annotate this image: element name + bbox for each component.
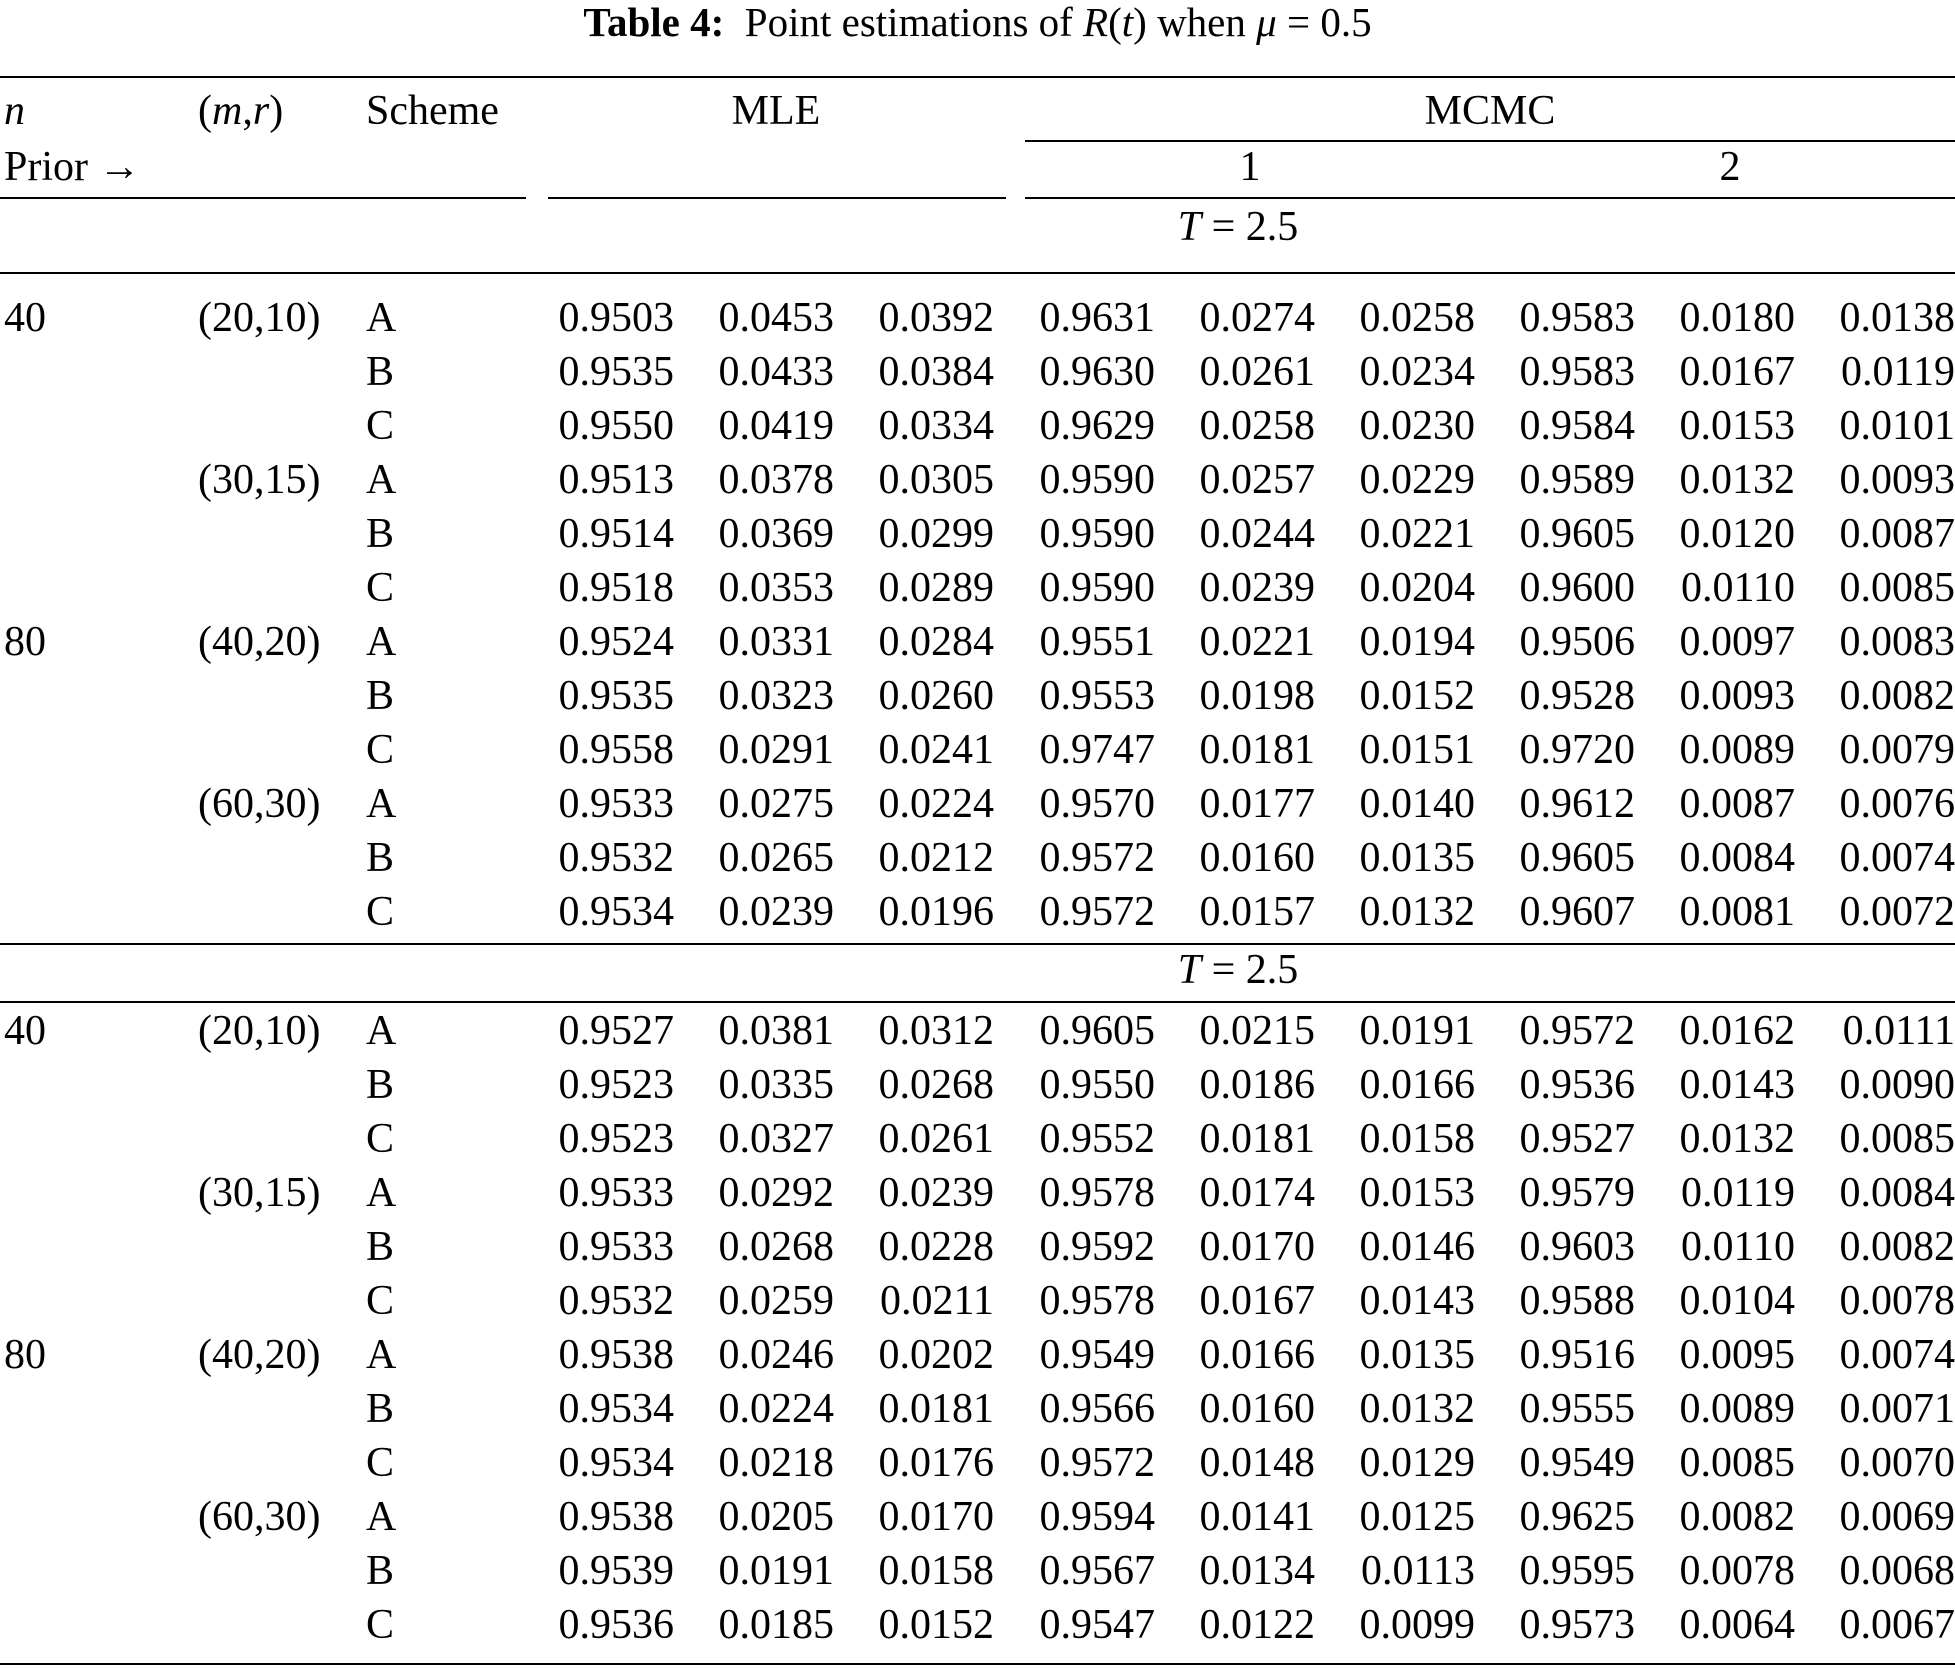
cell-value: 0.0268 [878, 1062, 994, 1108]
cell-value: 0.0099 [1359, 1602, 1475, 1648]
cell-value: 0.0211 [880, 1278, 994, 1324]
cell-value: 0.0265 [718, 835, 834, 881]
cell-value: 0.0215 [1199, 1008, 1315, 1054]
cell-value: 0.9538 [558, 1494, 674, 1540]
cell-value: 0.9747 [1039, 727, 1155, 773]
cell-value: 0.0167 [1199, 1278, 1315, 1324]
cell-scheme: B [366, 673, 395, 719]
cell-scheme: C [366, 1440, 395, 1486]
cell-value: 0.0284 [878, 619, 994, 665]
cell-value: 0.9528 [1519, 673, 1635, 719]
cell-scheme: C [366, 403, 395, 449]
cell-value: 0.0384 [878, 349, 994, 395]
cell-value: 0.0191 [1359, 1008, 1475, 1054]
cell-value: 0.9631 [1039, 295, 1155, 341]
caption-mu: μ [1256, 0, 1277, 45]
cell-n: 80 [4, 1332, 46, 1378]
caption-text-post: = 0.5 [1276, 0, 1372, 45]
bottom-rule [0, 1663, 1955, 1665]
cell-value: 0.0095 [1679, 1332, 1795, 1378]
cell-value: 0.0084 [1839, 1170, 1955, 1216]
cell-value: 0.9605 [1519, 835, 1635, 881]
cell-value: 0.0070 [1839, 1440, 1955, 1486]
header-scheme: Scheme [366, 88, 499, 134]
cell-value: 0.0076 [1839, 781, 1955, 827]
cell-mr: (40,20) [198, 619, 321, 665]
cell-value: 0.9589 [1519, 457, 1635, 503]
cell-value: 0.9590 [1039, 565, 1155, 611]
cell-value: 0.0174 [1199, 1170, 1315, 1216]
cell-value: 0.0194 [1359, 619, 1475, 665]
cell-value: 0.9630 [1039, 349, 1155, 395]
cell-value: 0.0198 [1199, 673, 1315, 719]
cell-value: 0.0260 [878, 673, 994, 719]
cell-value: 0.0160 [1199, 1386, 1315, 1432]
cell-value: 0.0146 [1359, 1224, 1475, 1270]
cell-value: 0.9523 [558, 1116, 674, 1162]
cell-scheme: B [366, 1062, 395, 1108]
cell-value: 0.0202 [878, 1332, 994, 1378]
cell-scheme: B [366, 349, 395, 395]
cell-value: 0.0079 [1839, 727, 1955, 773]
cell-value: 0.9572 [1039, 835, 1155, 881]
cell-value: 0.0331 [718, 619, 834, 665]
cell-value: 0.0185 [718, 1602, 834, 1648]
cell-value: 0.0093 [1679, 673, 1795, 719]
cell-value: 0.0289 [878, 565, 994, 611]
cell-value: 0.0089 [1679, 727, 1795, 773]
cell-value: 0.0071 [1839, 1386, 1955, 1432]
cell-value: 0.9534 [558, 1386, 674, 1432]
cell-value: 0.0072 [1839, 889, 1955, 935]
cell-value: 0.0177 [1199, 781, 1315, 827]
cell-scheme: A [366, 1332, 397, 1378]
caption-paren-close: ) [1133, 0, 1147, 45]
cell-value: 0.0140 [1359, 781, 1475, 827]
cell-value: 0.9720 [1519, 727, 1635, 773]
cell-value: 0.0196 [878, 889, 994, 935]
cell-n: 40 [4, 1008, 46, 1054]
cell-value: 0.9578 [1039, 1170, 1155, 1216]
cell-value: 0.9516 [1519, 1332, 1635, 1378]
cell-value: 0.9547 [1039, 1602, 1155, 1648]
header-mle: MLE [731, 88, 821, 134]
cell-value: 0.0453 [718, 295, 834, 341]
cell-value: 0.0087 [1679, 781, 1795, 827]
cell-value: 0.0132 [1359, 889, 1475, 935]
cell-value: 0.0181 [1199, 1116, 1315, 1162]
cell-value: 0.9532 [558, 1278, 674, 1324]
section-T-value: = 2.5 [1201, 204, 1299, 250]
section-label [1028, 200, 1448, 254]
cell-value: 0.0170 [878, 1494, 994, 1540]
cell-value: 0.0083 [1839, 619, 1955, 665]
cell-value: 0.0093 [1839, 457, 1955, 503]
cell-value: 0.0369 [718, 511, 834, 557]
cell-value: 0.9573 [1519, 1602, 1635, 1648]
cell-value: 0.9550 [1039, 1062, 1155, 1108]
cell-scheme: A [366, 619, 397, 665]
cell-value: 0.9518 [558, 565, 674, 611]
cell-value: 0.0157 [1199, 889, 1315, 935]
cell-mr: (60,30) [198, 781, 321, 827]
cell-value: 0.9555 [1519, 1386, 1635, 1432]
top-rule [0, 76, 1955, 78]
cell-mr: (30,15) [198, 457, 321, 503]
cell-value: 0.0205 [718, 1494, 834, 1540]
cell-value: 0.9572 [1039, 889, 1155, 935]
cell-mr: (60,30) [198, 1494, 321, 1540]
cell-value: 0.0258 [1199, 403, 1315, 449]
cell-value: 0.9579 [1519, 1170, 1635, 1216]
cell-scheme: A [366, 1008, 397, 1054]
cell-value: 0.9549 [1519, 1440, 1635, 1486]
cell-scheme: C [366, 565, 395, 611]
header-mr: (m,r) [198, 88, 284, 134]
cell-value: 0.0299 [878, 511, 994, 557]
cell-value: 0.0129 [1359, 1440, 1475, 1486]
cell-value: 0.0305 [878, 457, 994, 503]
cell-value: 0.0218 [718, 1440, 834, 1486]
cell-value: 0.0204 [1359, 565, 1475, 611]
cell-value: 0.0261 [1199, 349, 1315, 395]
cell-value: 0.9514 [558, 511, 674, 557]
section-rule [0, 1001, 1955, 1003]
cell-value: 0.0268 [718, 1224, 834, 1270]
cell-value: 0.9524 [558, 619, 674, 665]
cell-value: 0.0162 [1679, 1008, 1795, 1054]
cell-value: 0.0085 [1839, 1116, 1955, 1162]
header-rule-left [0, 197, 526, 199]
cell-value: 0.0257 [1199, 457, 1315, 503]
cell-value: 0.0120 [1679, 511, 1795, 557]
cell-value: 0.0239 [878, 1170, 994, 1216]
cell-scheme: A [366, 781, 397, 827]
cell-mr: (30,15) [198, 1170, 321, 1216]
cell-scheme: B [366, 511, 395, 557]
cell-n: 80 [4, 619, 46, 665]
cell-value: 0.0101 [1839, 403, 1955, 449]
cell-scheme: A [366, 1494, 397, 1540]
cell-scheme: C [366, 889, 395, 935]
cell-value: 0.0167 [1679, 349, 1795, 395]
cell-scheme: B [366, 1386, 395, 1432]
cell-value: 0.0327 [718, 1116, 834, 1162]
cell-value: 0.0291 [718, 727, 834, 773]
header-rule-mcmc [1025, 197, 1955, 199]
cell-value: 0.0074 [1839, 1332, 1955, 1378]
cell-value: 0.9625 [1519, 1494, 1635, 1540]
cell-value: 0.0228 [878, 1224, 994, 1270]
cell-value: 0.0170 [1199, 1224, 1315, 1270]
header-rule-mle [548, 197, 1006, 199]
cell-value: 0.0381 [718, 1008, 834, 1054]
caption-t: t [1121, 0, 1134, 45]
cell-value: 0.9533 [558, 1224, 674, 1270]
cell-value: 0.0078 [1839, 1278, 1955, 1324]
cell-value: 0.0259 [718, 1278, 834, 1324]
cell-value: 0.0246 [718, 1332, 834, 1378]
cell-value: 0.9549 [1039, 1332, 1155, 1378]
cell-value: 0.0082 [1839, 673, 1955, 719]
cell-value: 0.0292 [718, 1170, 834, 1216]
cell-value: 0.0141 [1199, 1494, 1315, 1540]
cell-value: 0.0392 [878, 295, 994, 341]
cell-value: 0.0181 [1199, 727, 1315, 773]
cell-value: 0.0275 [718, 781, 834, 827]
cell-value: 0.9612 [1519, 781, 1635, 827]
cell-value: 0.0068 [1839, 1548, 1955, 1594]
cell-value: 0.0258 [1359, 295, 1475, 341]
cell-value: 0.0082 [1679, 1494, 1795, 1540]
cell-value: 0.9523 [558, 1062, 674, 1108]
cell-value: 0.0110 [1681, 565, 1795, 611]
section-rule [0, 272, 1955, 274]
cell-value: 0.0181 [878, 1386, 994, 1432]
cell-value: 0.0074 [1839, 835, 1955, 881]
cell-value: 0.9558 [558, 727, 674, 773]
cell-value: 0.9600 [1519, 565, 1635, 611]
cell-scheme: A [366, 457, 397, 503]
cell-value: 0.9566 [1039, 1386, 1155, 1432]
cell-value: 0.9572 [1519, 1008, 1635, 1054]
cell-value: 0.0176 [878, 1440, 994, 1486]
cell-value: 0.0191 [718, 1548, 834, 1594]
cell-value: 0.9532 [558, 835, 674, 881]
cell-value: 0.0353 [718, 565, 834, 611]
cell-value: 0.0221 [1359, 511, 1475, 557]
cell-value: 0.0067 [1839, 1602, 1955, 1648]
cell-value: 0.0239 [718, 889, 834, 935]
cell-scheme: C [366, 1278, 395, 1324]
cell-value: 0.9567 [1039, 1548, 1155, 1594]
cell-value: 0.9590 [1039, 511, 1155, 557]
cell-scheme: A [366, 1170, 397, 1216]
header-n: n [4, 88, 25, 134]
cell-value: 0.9536 [558, 1602, 674, 1648]
cell-value: 0.9533 [558, 1170, 674, 1216]
cell-value: 0.0158 [878, 1548, 994, 1594]
cell-value: 0.9535 [558, 349, 674, 395]
cell-value: 0.9595 [1519, 1548, 1635, 1594]
cell-value: 0.0085 [1679, 1440, 1795, 1486]
section-T-value: = 2.5 [1201, 947, 1299, 993]
cell-value: 0.0212 [878, 835, 994, 881]
cell-scheme: C [366, 1116, 395, 1162]
cell-value: 0.0166 [1199, 1332, 1315, 1378]
cell-value: 0.0143 [1679, 1062, 1795, 1108]
cell-value: 0.9572 [1039, 1440, 1155, 1486]
cell-value: 0.0104 [1679, 1278, 1795, 1324]
cell-value: 0.0119 [1841, 349, 1955, 395]
section-label [1028, 943, 1448, 997]
cell-scheme: B [366, 835, 395, 881]
cell-mr: (20,10) [198, 1008, 321, 1054]
cell-value: 0.0069 [1839, 1494, 1955, 1540]
cell-value: 0.0085 [1839, 565, 1955, 611]
cell-value: 0.9603 [1519, 1224, 1635, 1270]
caption-paren-open: ( [1108, 0, 1122, 45]
cell-value: 0.9503 [558, 295, 674, 341]
cell-value: 0.0119 [1681, 1170, 1795, 1216]
cell-value: 0.9513 [558, 457, 674, 503]
cell-value: 0.0186 [1199, 1062, 1315, 1108]
cell-value: 0.0078 [1679, 1548, 1795, 1594]
cell-value: 0.0089 [1679, 1386, 1795, 1432]
cell-value: 0.0151 [1359, 727, 1475, 773]
cell-value: 0.0323 [718, 673, 834, 719]
cell-value: 0.0230 [1359, 403, 1475, 449]
cell-value: 0.0138 [1839, 295, 1955, 341]
cell-value: 0.9506 [1519, 619, 1635, 665]
cell-value: 0.0090 [1839, 1062, 1955, 1108]
section-T-symbol: T [1177, 947, 1202, 993]
cell-value: 0.0334 [878, 403, 994, 449]
cell-value: 0.9570 [1039, 781, 1155, 827]
cell-value: 0.0153 [1679, 403, 1795, 449]
cell-value: 0.0135 [1359, 835, 1475, 881]
section-rule-above [0, 943, 1955, 945]
cell-value: 0.0125 [1359, 1494, 1475, 1540]
cell-value: 0.0148 [1199, 1440, 1315, 1486]
cell-scheme: B [366, 1224, 395, 1270]
cell-value: 0.0132 [1679, 457, 1795, 503]
cell-value: 0.0113 [1361, 1548, 1475, 1594]
cell-value: 0.9592 [1039, 1224, 1155, 1270]
cell-value: 0.0241 [878, 727, 994, 773]
cell-value: 0.9539 [558, 1548, 674, 1594]
cell-value: 0.0158 [1359, 1116, 1475, 1162]
cell-value: 0.0244 [1199, 511, 1315, 557]
cell-value: 0.0180 [1679, 295, 1795, 341]
cell-value: 0.9553 [1039, 673, 1155, 719]
cell-value: 0.0135 [1359, 1332, 1475, 1378]
cell-value: 0.0132 [1359, 1386, 1475, 1432]
cell-value: 0.0081 [1679, 889, 1795, 935]
cell-value: 0.9605 [1039, 1008, 1155, 1054]
cell-value: 0.0134 [1199, 1548, 1315, 1594]
cell-value: 0.9583 [1519, 295, 1635, 341]
caption-text-mid: when [1146, 0, 1257, 45]
cell-value: 0.9605 [1519, 511, 1635, 557]
cell-value: 0.9629 [1039, 403, 1155, 449]
cell-value: 0.0111 [1842, 1008, 1955, 1054]
cell-scheme: C [366, 727, 395, 773]
cell-n: 40 [4, 295, 46, 341]
cell-value: 0.9527 [1519, 1116, 1635, 1162]
caption-text-pre: Point estimations of [744, 0, 1084, 45]
cell-value: 0.0312 [878, 1008, 994, 1054]
cell-mr: (40,20) [198, 1332, 321, 1378]
cell-value: 0.0224 [878, 781, 994, 827]
cell-value: 0.0274 [1199, 295, 1315, 341]
cell-value: 0.0419 [718, 403, 834, 449]
cell-value: 0.9550 [558, 403, 674, 449]
cell-value: 0.9535 [558, 673, 674, 719]
cell-value: 0.0234 [1359, 349, 1475, 395]
header-mcmc: MCMC [1424, 88, 1556, 134]
cell-value: 0.9551 [1039, 619, 1155, 665]
cell-value: 0.0335 [718, 1062, 834, 1108]
table-caption [0, 0, 1955, 46]
cell-value: 0.0160 [1199, 835, 1315, 881]
cell-value: 0.9536 [1519, 1062, 1635, 1108]
cell-value: 0.0097 [1679, 619, 1795, 665]
cell-value: 0.0166 [1359, 1062, 1475, 1108]
cell-value: 0.9584 [1519, 403, 1635, 449]
cell-value: 0.9534 [558, 1440, 674, 1486]
cell-value: 0.0082 [1839, 1224, 1955, 1270]
cell-value: 0.9578 [1039, 1278, 1155, 1324]
cell-value: 0.0433 [718, 349, 834, 395]
header-prior-1: 1 [1239, 144, 1261, 190]
cell-value: 0.0224 [718, 1386, 834, 1432]
cell-value: 0.0378 [718, 457, 834, 503]
cell-value: 0.9590 [1039, 457, 1155, 503]
cell-value: 0.9583 [1519, 349, 1635, 395]
header-prior-2: 2 [1719, 144, 1741, 190]
cell-value: 0.0122 [1199, 1602, 1315, 1648]
cell-scheme: A [366, 295, 397, 341]
cell-value: 0.0153 [1359, 1170, 1475, 1216]
cell-value: 0.0261 [878, 1116, 994, 1162]
cell-scheme: B [366, 1548, 395, 1594]
cell-scheme: C [366, 1602, 395, 1648]
cell-value: 0.0110 [1681, 1224, 1795, 1270]
cell-value: 0.0152 [878, 1602, 994, 1648]
cell-value: 0.0064 [1679, 1602, 1795, 1648]
cell-value: 0.9552 [1039, 1116, 1155, 1162]
cell-mr: (20,10) [198, 295, 321, 341]
cell-value: 0.0143 [1359, 1278, 1475, 1324]
section-T-symbol: T [1177, 204, 1202, 250]
cell-value: 0.0229 [1359, 457, 1475, 503]
caption-label: Table 4: [583, 0, 725, 45]
cell-value: 0.9533 [558, 781, 674, 827]
cell-value: 0.0221 [1199, 619, 1315, 665]
cell-value: 0.9527 [558, 1008, 674, 1054]
cell-value: 0.9588 [1519, 1278, 1635, 1324]
cell-value: 0.9538 [558, 1332, 674, 1378]
cell-value: 0.9607 [1519, 889, 1635, 935]
cell-value: 0.9534 [558, 889, 674, 935]
cell-value: 0.0132 [1679, 1116, 1795, 1162]
header-prior: Prior → [4, 144, 141, 190]
cell-value: 0.9594 [1039, 1494, 1155, 1540]
cell-value: 0.0152 [1359, 673, 1475, 719]
caption-R: R [1083, 0, 1109, 45]
cell-value: 0.0087 [1839, 511, 1955, 557]
cell-value: 0.0239 [1199, 565, 1315, 611]
cell-value: 0.0084 [1679, 835, 1795, 881]
